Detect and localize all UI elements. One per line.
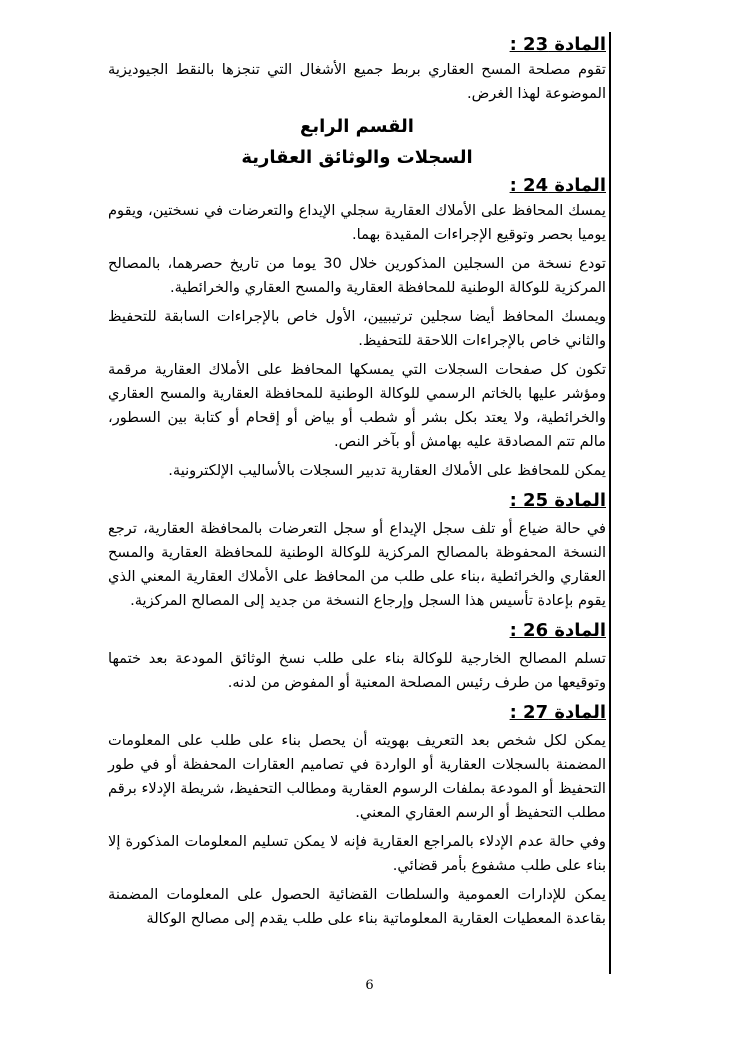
section-header	[108, 111, 606, 173]
article-paragraph: تقوم مصلحة المسح العقاري بربط جميع الأشغال التي تنجزها بالنقط الجيوديزية الموضوعة لهذا الغرض.	[108, 61, 606, 102]
article-paragraph: تسلم المصالح الخارجية للوكالة بناء على طلب نسخ الوثائق المودعة بعد ختمها وتوقيعها من طرف رئيس المصلحة المعنية أو المفوض من لدنه.	[108, 650, 606, 691]
section-label: القسم الرابع	[300, 116, 414, 137]
page-number: 6	[365, 978, 374, 993]
section-title: السجلات والوثائق العقارية	[241, 147, 473, 168]
article-24	[108, 173, 606, 483]
article-paragraph: يمسك المحافظ على الأملاك العقارية سجلي الإيداع والتعرضات في نسختين، ويقوم يوميا بحصر وتوقيع الإجراءات المقيدة بهما.	[108, 202, 606, 243]
article-25	[108, 488, 606, 613]
article-heading: المادة 25 :	[509, 490, 606, 511]
article-heading: المادة 27 :	[509, 702, 606, 723]
article-paragraph: يمكن للمحافظ على الأملاك العقارية تدبير السجلات بالأساليب الإلكترونية.	[168, 462, 606, 479]
article-paragraph: ويمسك المحافظ أيضا سجلين ترتيبيين، الأول خاص بالإجراءات السابقة للتحفيظ والثاني خاص بالإجراءات اللاحقة للتحفيظ.	[108, 308, 606, 349]
article-heading: المادة 26 :	[509, 620, 606, 641]
right-margin-rule	[609, 32, 611, 974]
article-paragraph: يمكن لكل شخص بعد التعريف بهويته أن يحصل بناء على طلب على المعلومات المضمنة بالسجلات العقارية أو الواردة في تصاميم العقارات المحفظة أو في طور التحفيظ أو المودعة بملفات الرسوم العقارية ومطالب التحفيظ، شريطة الإدلاء برقم مطلب التحفيظ أو الرسم العقاري المعني.	[108, 732, 606, 821]
article-paragraph: وفي حالة عدم الإدلاء بالمراجع العقارية فإنه لا يمكن تسليم المعلومات المذكورة إلا بناء على طلب مشفوع بأمر قضائي.	[108, 833, 606, 874]
document-body	[108, 32, 606, 936]
article-heading: المادة 24 :	[509, 175, 606, 196]
article-paragraph: تودع نسخة من السجلين المذكورين خلال 30 يوما من تاريخ حصرهما، بالمصالح المركزية للوكالة الوطنية للمحافظة العقارية والمسح العقاري والخرائطية.	[108, 255, 606, 296]
article-23	[108, 32, 606, 106]
article-paragraph: يمكن للإدارات العمومية والسلطات القضائية الحصول على المعلومات المضمنة بقاعدة المعطيات العقارية المعلوماتية بناء على طلب يقدم إلى مصالح الوكالة	[108, 886, 606, 927]
article-paragraph: تكون كل صفحات السجلات التي يمسكها المحافظ على الأملاك العقارية مرقمة ومؤشر عليها بالخاتم الرسمي للوكالة الوطنية للمحافظة العقارية والمسح العقاري والخرائطية، ولا يعتد بكل بشر أو شطب أو بياض أو إقحام أو كتابة بين السطور، مالم تتم المصادقة عليه بهامش أو بآخر النص.	[108, 361, 606, 450]
article-26	[108, 618, 606, 695]
article-paragraph: في حالة ضياع أو تلف سجل الإيداع أو سجل التعرضات بالمحافظة العقارية، ترجع النسخة المحفوظة بالمصالح المركزية للوكالة الوطنية للمحافظة العقارية والمسح العقاري والخرائطية ،بناء على طلب من المحافظ على الأملاك العقارية المعني الذي يقوم بإعادة تأسيس هذا السجل وإرجاع النسخة من جديد إلى المصالح المركزية.	[108, 520, 606, 609]
article-heading: المادة 23 :	[509, 34, 606, 55]
article-27	[108, 700, 606, 931]
